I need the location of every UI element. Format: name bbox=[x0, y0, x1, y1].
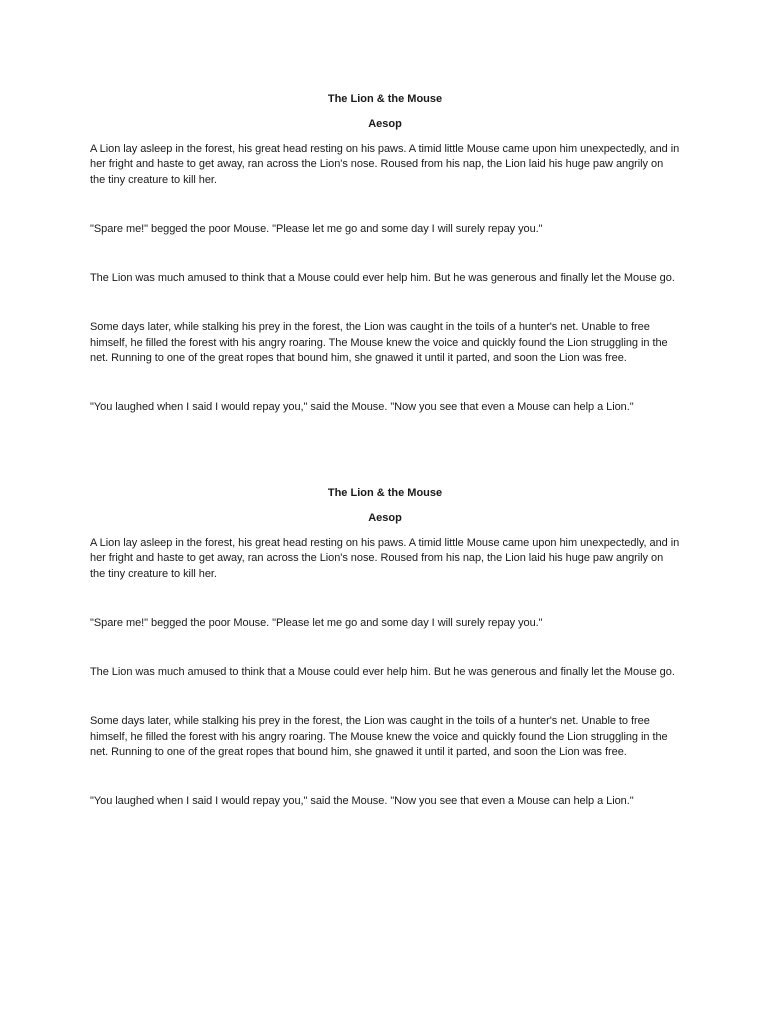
story-paragraph: A Lion lay asleep in the forest, his great head resting on his paws. A timid little Mouse came upon him unexpectedly, and in her fright and haste to get away, ran across the Lion's nose. Roused from his nap, the Lion laid his huge paw angrily on the tiny creature to kill her. bbox=[90, 537, 680, 580]
story-paragraph: The Lion was much amused to think that a Mouse could ever help him. But he was generous and finally let the Mouse go. bbox=[90, 272, 675, 285]
story-paragraph: "Spare me!" begged the poor Mouse. "Please let me go and some day I will surely repay you." bbox=[90, 222, 543, 235]
story-title: The Lion & the Mouse bbox=[327, 487, 443, 499]
story-author: Aesop bbox=[368, 118, 402, 130]
story-paragraph: Some days later, while stalking his prey in the forest, the Lion was caught in the toils of a hunter's net. Unable to free himself, he filled the forest with his angry roaring. The Mouse knew the voice and quickly found the Lion struggling in the net. Running to one of the great ropes that bound him, she gnawed it until it parted, and soon the Lion was free. bbox=[90, 715, 668, 759]
story-title: The Lion & the Mouse bbox=[327, 93, 443, 105]
story-author: Aesop bbox=[368, 512, 402, 524]
story-paragraph: "Spare me!" begged the poor Mouse. "Please let me go and some day I will surely repay you." bbox=[90, 616, 543, 629]
story-section bbox=[90, 486, 680, 810]
story-paragraph: The Lion was much amused to think that a Mouse could ever help him. But he was generous and finally let the Mouse go. bbox=[90, 666, 675, 679]
story-section bbox=[90, 92, 680, 416]
story-paragraph: "You laughed when I said I would repay you," said the Mouse. "Now you see that even a Mouse can help a Lion." bbox=[90, 401, 634, 414]
story-paragraph: Some days later, while stalking his prey in the forest, the Lion was caught in the toils of a hunter's net. Unable to free himself, he filled the forest with his angry roaring. The Mouse knew the voice and quickly found the Lion struggling in the net. Running to one of the great ropes that bound him, she gnawed it until it parted, and soon the Lion was free. bbox=[90, 321, 668, 365]
story-paragraph: "You laughed when I said I would repay you," said the Mouse. "Now you see that even a Mouse can help a Lion." bbox=[90, 795, 634, 808]
story-paragraph: A Lion lay asleep in the forest, his great head resting on his paws. A timid little Mouse came upon him unexpectedly, and in her fright and haste to get away, ran across the Lion's nose. Roused from his nap, the Lion laid his huge paw angrily on the tiny creature to kill her. bbox=[90, 143, 680, 186]
